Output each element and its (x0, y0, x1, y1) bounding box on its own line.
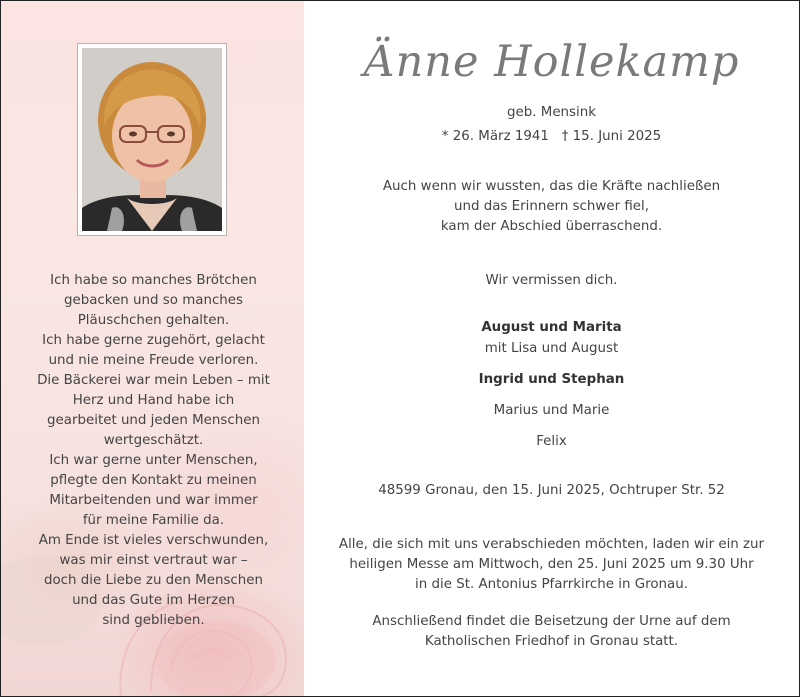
notice-panel (304, 1, 799, 696)
miss-you: Wir vermissen dich. (485, 273, 618, 288)
invitation-line: heiligen Messe am Mittwoch, den 25. Juni 2025 um 9.30 Uhr (349, 557, 754, 572)
quote (304, 177, 799, 237)
poem-line: sind geblieben. (102, 613, 205, 628)
family-group-3: Felix (536, 434, 567, 449)
burial-line: Katholischen Friedhof in Gronau statt. (424, 634, 679, 649)
invitation-line: in die St. Antonius Pfarrkirche in Gronau. (415, 577, 688, 592)
rose-panel (1, 1, 304, 696)
quote-line: kam der Abschied überraschend. (440, 219, 663, 234)
poem-line: Ich war gerne unter Menschen, (49, 453, 258, 468)
poem-line: gebacken und so manches (63, 293, 244, 308)
family-group-1-children: mit Lisa und August (484, 341, 619, 356)
portrait-frame (77, 43, 227, 236)
poem-line: Herz und Hand habe ich (72, 393, 235, 408)
burial-notice (304, 612, 799, 652)
place-date-address: 48599 Gronau, den 15. Juni 2025, Ochtruper Str. 52 (378, 483, 725, 498)
birth-name: geb. Mensink (507, 105, 596, 120)
poem-line: und das Gute im Herzen (72, 593, 235, 608)
poem-line: pflegte den Kontakt zu meinen (50, 473, 257, 488)
life-dates: * 26. März 1941 † 15. Juni 2025 (441, 129, 662, 144)
family-group-1: August und Marita (481, 320, 622, 335)
poem (21, 271, 286, 631)
invitation-line: Alle, die sich mit uns verabschieden möchten, laden wir ein zur (338, 537, 765, 552)
poem-line: wertgeschätzt. (103, 433, 204, 448)
poem-line: und nie meine Freude verloren. (48, 353, 259, 368)
quote-line: und das Erinnern schwer fiel, (453, 199, 649, 214)
poem-line: doch die Liebe zu den Menschen (43, 573, 263, 588)
mass-invitation (304, 535, 799, 595)
poem-line: gearbeitet und jeden Menschen (47, 413, 260, 428)
quote-line: Auch wenn wir wussten, das die Kräfte nachließen (382, 179, 721, 194)
portrait-photo (82, 48, 222, 231)
poem-line: Ich habe so manches Brötchen (50, 273, 257, 288)
poem-line: Mitarbeitenden und war immer (49, 493, 258, 508)
family-group-2: Ingrid und Stephan (478, 372, 625, 387)
poem-line: Ich habe gerne zugehört, gelacht (42, 333, 265, 348)
poem-line: Die Bäckerei war mein Leben – mit (37, 373, 270, 388)
poem-line: für meine Familie da. (82, 513, 225, 528)
poem-line: was mir einst vertraut war – (59, 553, 248, 568)
family-group-2-children: Marius und Marie (493, 403, 610, 418)
poem-line: Pläuschchen gehalten. (77, 313, 230, 328)
deceased-name: Änne Hollekamp (363, 37, 740, 87)
burial-line: Anschließend findet die Beisetzung der Urne auf dem (372, 614, 731, 629)
poem-line: Am Ende ist vieles verschwunden, (38, 533, 269, 548)
